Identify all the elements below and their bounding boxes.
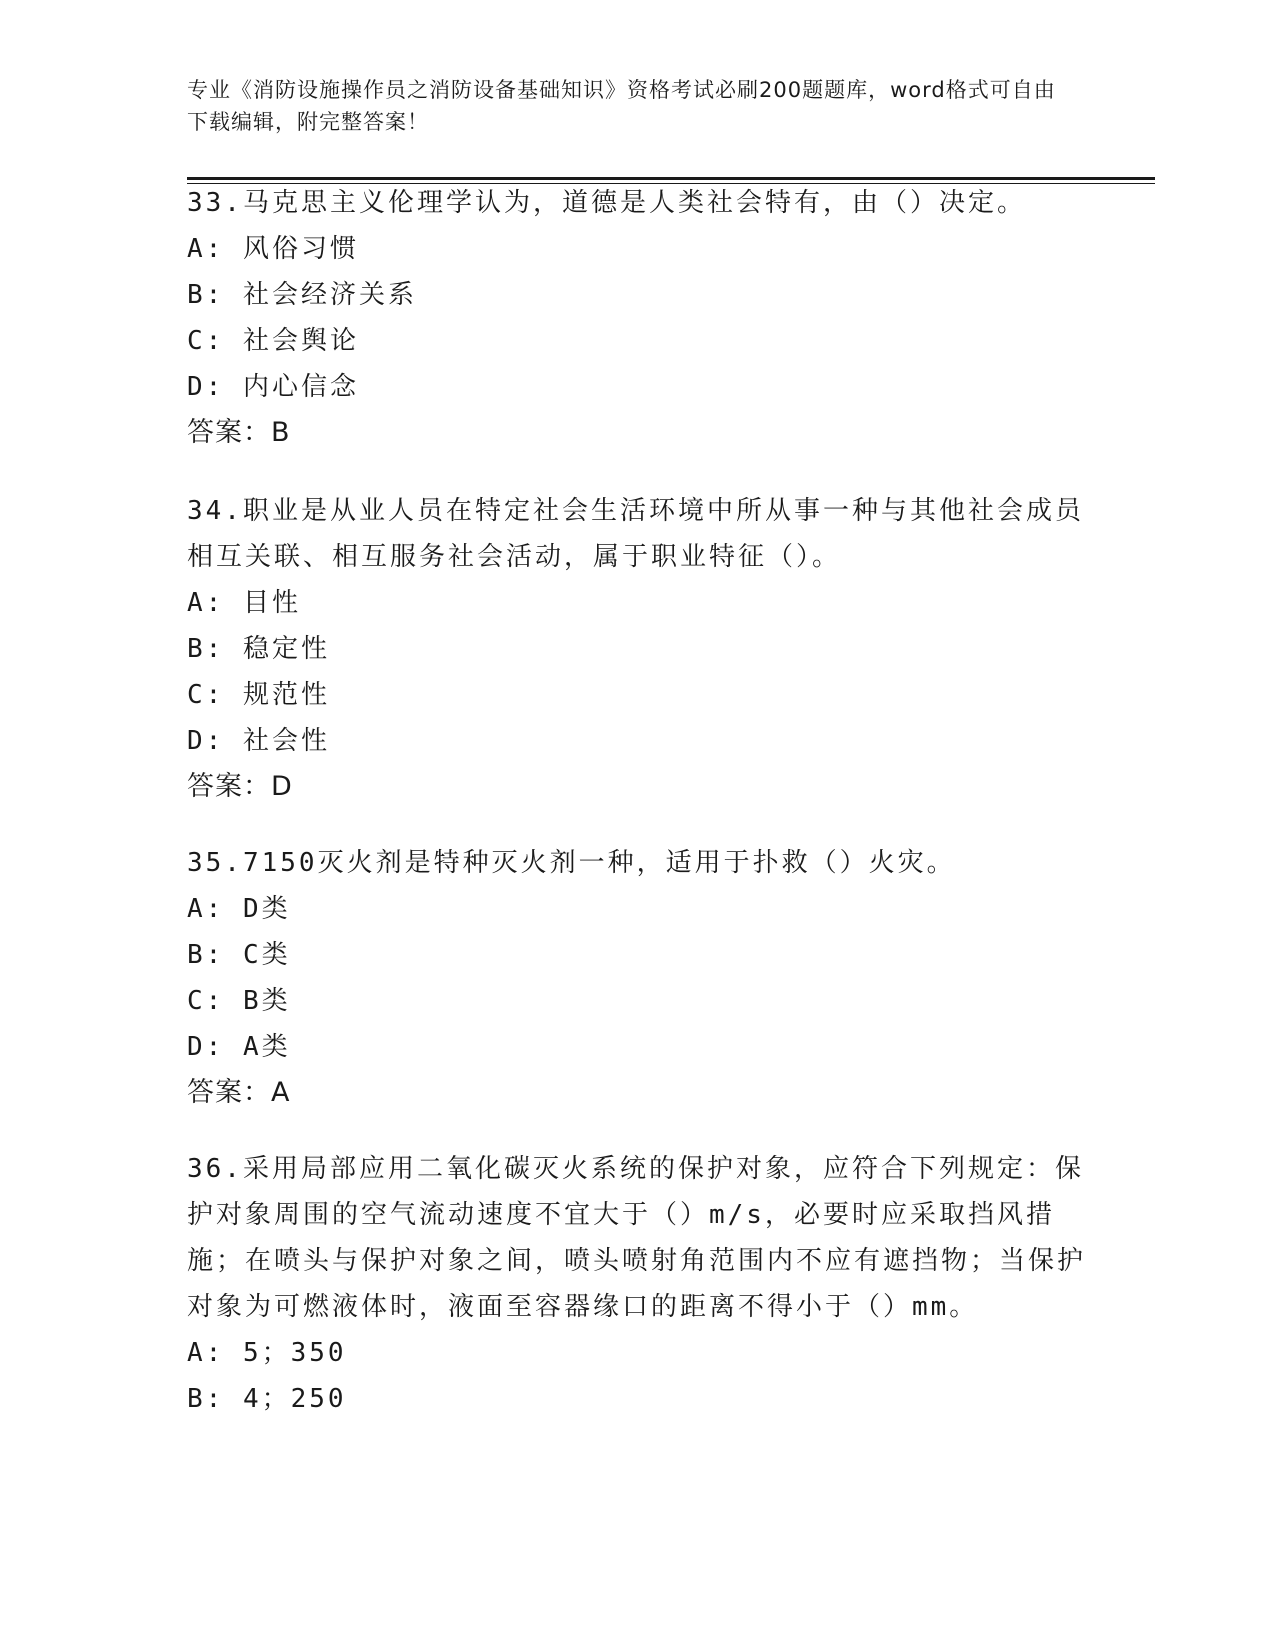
question-34: [187, 488, 1087, 810]
option-b: B: 社会经济关系: [187, 280, 417, 310]
answer-line: 答案：A: [187, 1077, 291, 1108]
option-b: B: C类: [187, 940, 291, 970]
question-stem: 33.马克思主义伦理学认为，道德是人类社会特有，由（）决定。: [187, 188, 1026, 218]
question-35: [187, 840, 1087, 1116]
option-c: C: 规范性: [187, 680, 330, 710]
option-a: A: 风俗习惯: [187, 234, 359, 264]
option-a: A: D类: [187, 894, 291, 924]
option-b: B: 稳定性: [187, 634, 330, 664]
option-b: B: 4；250: [187, 1384, 347, 1414]
question-stem: 36.采用局部应用二氧化碳灭火系统的保护对象，应符合下列规定：保护对象周围的空气流动速度不宜大于（）m/s，必要时应采取挡风措施；在喷头与保护对象之间，喷头喷射角范围内不应有遮挡物；当保护对象为可燃液体时，液面至容器缘口的距离不得小于（）mm。: [187, 1154, 1087, 1322]
option-d: D: 社会性: [187, 726, 330, 756]
option-d: D: A类: [187, 1032, 291, 1062]
question-stem: 35.7150灭火剂是特种灭火剂一种，适用于扑救（）火灾。: [187, 848, 956, 878]
option-c: C: B类: [187, 986, 291, 1016]
option-a: A: 目性: [187, 588, 301, 618]
answer-line: 答案：B: [187, 417, 291, 448]
question-33: [187, 180, 1087, 456]
option-a: A: 5；350: [187, 1338, 347, 1368]
answer-line: 答案：D: [187, 771, 293, 802]
question-stem: 34.职业是从业人员在特定社会生活环境中所从事一种与其他社会成员相互关联、相互服务社会活动，属于职业特征（）。: [187, 496, 1084, 572]
option-d: D: 内心信念: [187, 372, 359, 402]
option-c: C: 社会舆论: [187, 326, 359, 356]
question-36: [187, 1146, 1087, 1422]
document-header: 专业《消防设施操作员之消防设备基础知识》资格考试必刷200题题库，word格式可自由下载编辑，附完整答案！: [187, 78, 1056, 134]
